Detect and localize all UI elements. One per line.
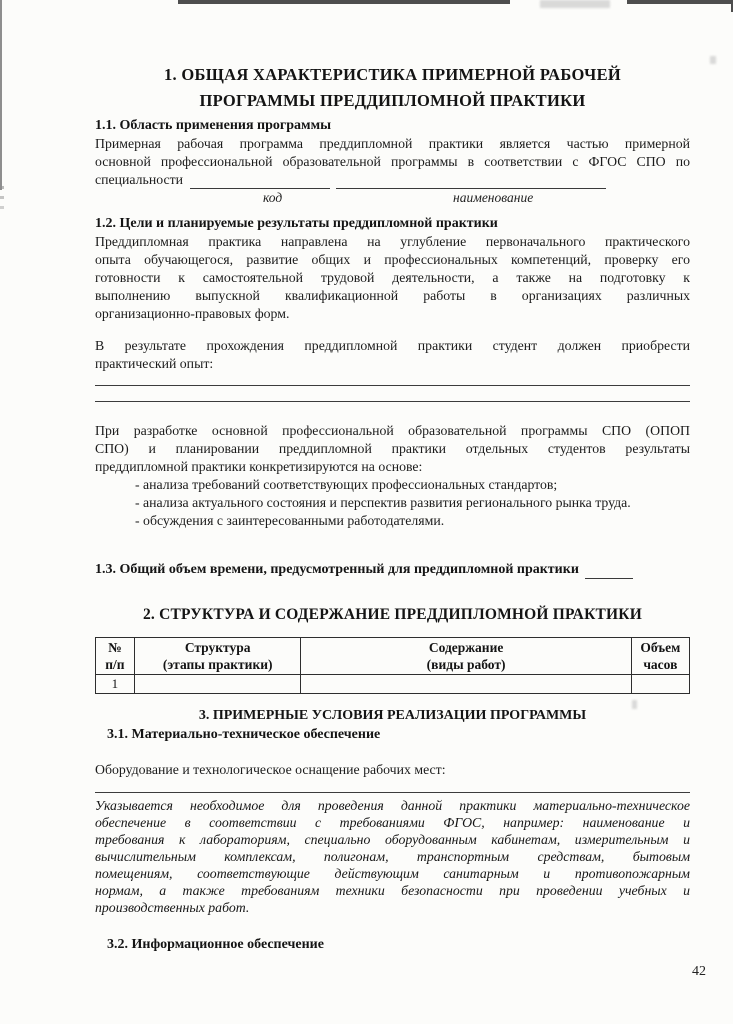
- text-line: При разработке основной профессиональной образовательной программы СПО (ОПОП: [95, 423, 690, 438]
- scan-artifact-speck: [710, 56, 716, 64]
- scan-artifact-left-dash: [0, 186, 4, 189]
- instruction-note-justified-lines: [95, 797, 690, 899]
- paragraph-1-1-justified-lines: [95, 135, 690, 171]
- paragraph-1-2-goals: [95, 233, 690, 323]
- col-header-structure-line1: Структура: [184, 640, 251, 655]
- text-line: опыта обучающегося, развитие общих и профессиональных компетенций, проверку его: [95, 252, 690, 267]
- heading-3-2: 3.2. Информационное обеспечение: [107, 937, 324, 952]
- text-line: В результате прохождения преддипломной практики студент должен приобрести: [95, 338, 690, 353]
- row-number-cell: 1: [96, 675, 135, 694]
- row-structure-cell: [134, 675, 301, 694]
- heading-1-1: 1.1. Область применения программы: [95, 118, 332, 133]
- blank-captions: [95, 189, 690, 208]
- text-line: основной профессиональной образовательной программы в соответствии с ФГОС СПО по: [95, 154, 690, 169]
- basis-list-item: - анализа требований соответствующих профессиональных стандартов;: [135, 477, 558, 492]
- instruction-note-last-line: производственных работ.: [95, 900, 250, 915]
- basis-list: [95, 476, 690, 530]
- scan-artifact-left-edge: [0, 0, 2, 190]
- fill-in-rule-2: [95, 401, 690, 402]
- specialty-code-blank: [190, 174, 330, 189]
- text-line: Примерная рабочая программа преддипломной практики является частью примерной: [95, 136, 690, 151]
- instruction-note: [95, 797, 690, 916]
- heading-1-2: 1.2. Цели и планируемые результаты преддипломной практики: [95, 216, 498, 231]
- col-header-content: [301, 638, 631, 675]
- col-header-content-line1: Содержание: [428, 640, 504, 655]
- text-line: вычислительным комплексам, полигонам, транспортным средствам, бытовым: [95, 849, 690, 864]
- row-hours-cell: [631, 675, 689, 694]
- text-line: обеспечение в соответствии с требованиями ФГОС, например: наименование и: [95, 815, 690, 830]
- col-header-number-line1: №: [108, 640, 122, 655]
- paragraph-result-justified-lines: [95, 337, 690, 355]
- specialty-name-blank: [336, 174, 606, 189]
- table-row: [96, 675, 690, 694]
- scan-artifact-left-dash: [0, 206, 4, 209]
- heading-3-1: 3.1. Материально-техническое обеспечение: [107, 727, 381, 742]
- col-header-content-line2: (виды работ): [426, 657, 506, 672]
- text-line: Указывается необходимое для проведения данной практики материально-техническое: [95, 798, 690, 813]
- paragraph-result-last-line: практический опыт:: [95, 356, 214, 371]
- col-header-structure-line2: (этапы практики): [162, 657, 273, 672]
- total-hours-blank: [585, 564, 633, 579]
- col-header-hours-line1: Объем: [640, 640, 681, 655]
- scan-artifact-smudge: [540, 0, 610, 8]
- page-number: 42: [692, 964, 706, 979]
- col-header-number-line2: п/п: [105, 657, 125, 672]
- structure-table: [95, 637, 690, 694]
- specialty-line: [95, 171, 690, 189]
- structure-table-header-row: [96, 638, 690, 675]
- section-1-title: [95, 62, 690, 114]
- basis-list-item: - обсуждения с заинтересованными работодателями.: [135, 513, 445, 528]
- heading-1-3: [95, 561, 690, 579]
- text-line: помещениям, соответствующие действующим санитарным и противопожарным: [95, 866, 690, 881]
- section-1-title-line1: 1. ОБЩАЯ ХАРАКТЕРИСТИКА ПРИМЕРНОЙ РАБОЧЕЙ: [163, 65, 622, 84]
- paragraph-goals-last-line: организационно-правовых форм.: [95, 306, 290, 321]
- text-line: требования к лабораториям, специально оборудованным кабинетам, измерительным и: [95, 832, 690, 847]
- section-3-title: 3. ПРИМЕРНЫЕ УСЛОВИЯ РЕАЛИЗАЦИИ ПРОГРАММЫ: [198, 708, 587, 723]
- paragraph-result: [95, 337, 690, 373]
- specialty-label: специальности: [95, 172, 183, 187]
- code-caption: код: [263, 190, 283, 205]
- paragraph-development-justified-lines: [95, 422, 690, 458]
- section-2-title: 2. СТРУКТУРА И СОДЕРЖАНИЕ ПРЕДДИПЛОМНОЙ ПРАКТИКИ: [142, 606, 643, 623]
- col-header-structure: [134, 638, 301, 675]
- equipment-lead: Оборудование и технологическое оснащение рабочих мест:: [95, 762, 446, 777]
- name-caption: наименование: [453, 190, 534, 205]
- document-content: [95, 62, 690, 954]
- scan-artifact-top-bar-left: [178, 0, 510, 4]
- paragraph-development: [95, 422, 690, 530]
- text-line: выполнению выпускной квалификационной работы в организациях различных: [95, 288, 690, 303]
- basis-list-item: - анализа актуального состояния и перспектив развития регионального рынка труда.: [135, 495, 631, 510]
- text-line: нормам, а также требованиям техники безопасности при проведении учебных и: [95, 883, 690, 898]
- col-header-hours: [631, 638, 689, 675]
- scan-artifact-top-bar-right: [627, 0, 733, 4]
- heading-1-3-text: 1.3. Общий объем времени, предусмотренный для преддипломной практики: [95, 562, 579, 577]
- paragraph-1-1: [95, 135, 690, 208]
- scan-artifact-left-dash: [0, 196, 4, 199]
- paragraph-development-last-line: преддипломной практики конкретизируются на основе:: [95, 459, 423, 474]
- text-line: готовности к самостоятельной трудовой деятельности, а также на подготовку к: [95, 270, 690, 285]
- col-header-hours-line2: часов: [643, 657, 678, 672]
- note-top-rule: [95, 792, 690, 793]
- col-header-number: [96, 638, 135, 675]
- row-content-cell: [301, 675, 631, 694]
- fill-in-rule-1: [95, 385, 690, 386]
- text-line: Преддипломная практика направлена на углубление первоначального практического: [95, 234, 690, 249]
- paragraph-goals-justified-lines: [95, 233, 690, 305]
- text-line: СПО) и планировании преддипломной практики отдельных студентов результаты: [95, 441, 690, 456]
- section-1-title-line2: ПРОГРАММЫ ПРЕДДИПЛОМНОЙ ПРАКТИКИ: [199, 91, 586, 110]
